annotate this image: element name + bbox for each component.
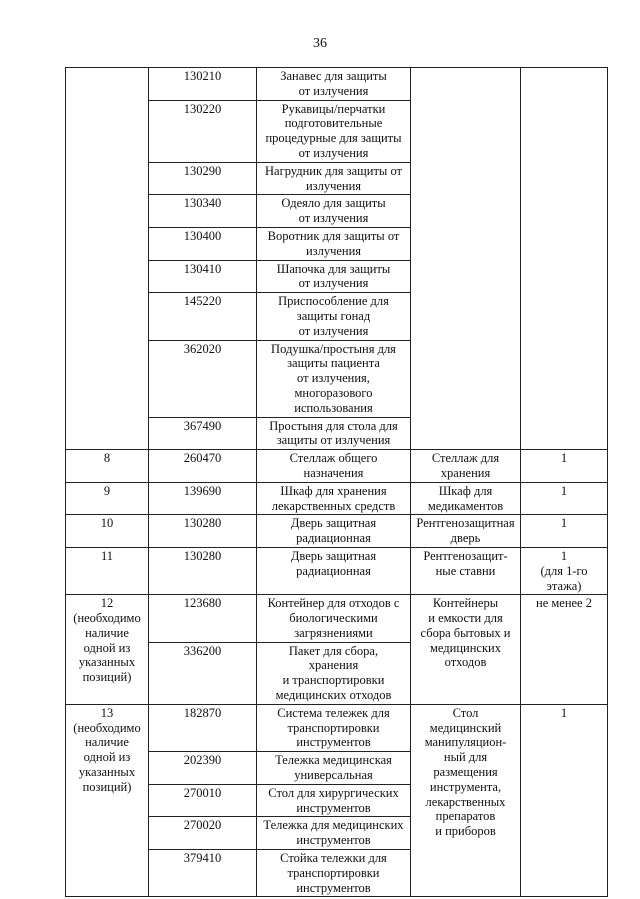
code-cell: 367490	[149, 417, 257, 450]
name-cell: Занавес для защиты от излучения	[257, 68, 411, 101]
num-cell	[66, 68, 149, 450]
code-cell: 379410	[149, 850, 257, 897]
code-cell: 270020	[149, 817, 257, 850]
name-cell: Рукавицы/перчатки подготовительные процедурные для защиты от излучения	[257, 100, 411, 162]
name-cell: Стол для хирургических инструментов	[257, 784, 411, 817]
name-cell: Подушка/простыня для защиты пациента от излучения, многоразового использования	[257, 340, 411, 417]
desc-cell: Контейнеры и емкости для сбора бытовых и медицинских отходов	[411, 595, 521, 705]
name-cell: Дверь защитная радиационная	[257, 515, 411, 548]
table-row	[66, 704, 608, 751]
qty-cell: 1	[521, 515, 608, 548]
num-cell: 13 (необходимо наличие одной из указанных позиций)	[66, 704, 149, 897]
name-cell: Воротник для защиты от излучения	[257, 227, 411, 260]
name-cell: Система тележек для транспортировки инструментов	[257, 704, 411, 751]
desc-cell: Стол медицинский манипуляцион- ный для размещения инструмента, лекарственных препаратов и приборов	[411, 704, 521, 897]
name-cell: Дверь защитная радиационная	[257, 547, 411, 594]
desc-cell: Стеллаж для хранения	[411, 450, 521, 483]
table-row	[66, 595, 608, 642]
code-cell: 130220	[149, 100, 257, 162]
name-cell: Пакет для сбора, хранения и транспортировки медицинских отходов	[257, 642, 411, 704]
name-cell: Приспособление для защиты гонад от излучения	[257, 293, 411, 340]
desc-cell: Шкаф для медикаментов	[411, 482, 521, 515]
code-cell: 270010	[149, 784, 257, 817]
name-cell: Тележка для медицинских инструментов	[257, 817, 411, 850]
name-cell: Стеллаж общего назначения	[257, 450, 411, 483]
num-cell: 12 (необходимо наличие одной из указанных позиций)	[66, 595, 149, 705]
code-cell: 130340	[149, 195, 257, 228]
name-cell: Стойка тележки для транспортировки инструментов	[257, 850, 411, 897]
qty-cell: 1 (для 1-го этажа)	[521, 547, 608, 594]
table-row	[66, 450, 608, 483]
num-cell: 8	[66, 450, 149, 483]
code-cell: 130280	[149, 515, 257, 548]
name-cell: Тележка медицинская универсальная	[257, 752, 411, 785]
code-cell: 130410	[149, 260, 257, 293]
name-cell: Шапочка для защиты от излучения	[257, 260, 411, 293]
num-cell: 11	[66, 547, 149, 594]
table-row	[66, 68, 608, 101]
code-cell: 145220	[149, 293, 257, 340]
qty-cell: 1	[521, 450, 608, 483]
name-cell: Простыня для стола для защиты от излучения	[257, 417, 411, 450]
desc-cell: Рентгенозащит- ные ставни	[411, 547, 521, 594]
name-cell: Нагрудник для защиты от излучения	[257, 162, 411, 195]
qty-cell: не менее 2	[521, 595, 608, 705]
code-cell: 260470	[149, 450, 257, 483]
table-row	[66, 515, 608, 548]
code-cell: 139690	[149, 482, 257, 515]
code-cell: 130400	[149, 227, 257, 260]
desc-cell	[411, 68, 521, 450]
code-cell: 202390	[149, 752, 257, 785]
code-cell: 182870	[149, 704, 257, 751]
table-row	[66, 482, 608, 515]
code-cell: 362020	[149, 340, 257, 417]
code-cell: 336200	[149, 642, 257, 704]
page-number: 36	[313, 36, 327, 51]
code-cell: 130280	[149, 547, 257, 594]
qty-cell: 1	[521, 482, 608, 515]
code-cell: 130290	[149, 162, 257, 195]
num-cell: 10	[66, 515, 149, 548]
qty-cell	[521, 68, 608, 450]
num-cell: 9	[66, 482, 149, 515]
table-row	[66, 547, 608, 594]
qty-cell: 1	[521, 704, 608, 897]
name-cell: Контейнер для отходов с биологическими загрязнениями	[257, 595, 411, 642]
desc-cell: Рентгенозащитная дверь	[411, 515, 521, 548]
name-cell: Шкаф для хранения лекарственных средств	[257, 482, 411, 515]
equipment-table	[65, 67, 608, 897]
code-cell: 123680	[149, 595, 257, 642]
code-cell: 130210	[149, 68, 257, 101]
name-cell: Одеяло для защиты от излучения	[257, 195, 411, 228]
